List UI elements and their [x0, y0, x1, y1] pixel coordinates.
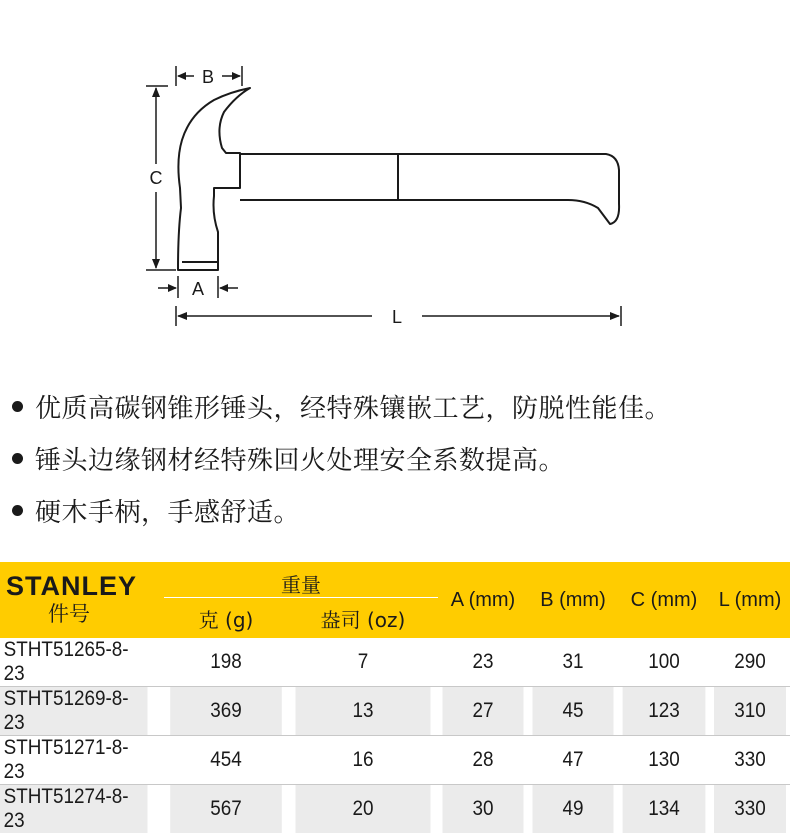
dimension-label-a: A [192, 279, 204, 299]
part-number-cell: STHT51274-8-23 [0, 785, 148, 833]
l-cell: 330 [714, 736, 786, 785]
bullet-icon [12, 505, 23, 516]
hammer-head-outline [178, 88, 250, 270]
gram-cell: 198 [170, 638, 282, 687]
l-cell: 310 [714, 687, 786, 736]
dimension-label-c: C [150, 168, 163, 188]
c-cell: 130 [623, 736, 706, 785]
feature-list [12, 380, 671, 536]
part-number-header: 件号 [6, 601, 164, 627]
ounce-header: 盎司 (oz) [288, 598, 438, 638]
part-number-cell: STHT51269-8-23 [0, 687, 148, 736]
a-cell: 30 [443, 785, 524, 833]
c-cell: 100 [623, 638, 706, 687]
table-row [0, 638, 790, 687]
part-number-cell: STHT51265-8-23 [0, 638, 148, 687]
table-row [0, 785, 790, 833]
table-row [0, 687, 790, 736]
a-cell: 23 [443, 638, 524, 687]
feature-text: 锤头边缘钢材经特殊回火处理安全系数提高。 [35, 440, 565, 477]
a-cell: 28 [443, 736, 524, 785]
part-number-cell: STHT51271-8-23 [0, 736, 148, 785]
feature-item [12, 432, 671, 484]
col-c-header: C (mm) [618, 562, 710, 638]
bullet-icon [12, 401, 23, 412]
bullet-icon [12, 453, 23, 464]
l-cell: 290 [714, 638, 786, 687]
gram-cell: 369 [170, 687, 282, 736]
c-cell: 134 [623, 785, 706, 833]
col-b-header: B (mm) [528, 562, 618, 638]
hammer-dimension-diagram [0, 0, 790, 350]
b-cell: 47 [533, 736, 614, 785]
col-l-header: L (mm) [710, 562, 790, 638]
b-cell: 49 [533, 785, 614, 833]
b-cell: 45 [533, 687, 614, 736]
ounce-cell: 13 [296, 687, 431, 736]
gram-cell: 454 [170, 736, 282, 785]
hammer-handle-outline [240, 154, 398, 200]
ounce-cell: 16 [296, 736, 431, 785]
a-cell: 27 [443, 687, 524, 736]
weight-header: 重量 [164, 562, 438, 598]
gram-header: 克 (g) [164, 598, 288, 638]
b-cell: 31 [533, 638, 614, 687]
dimension-label-b: B [202, 67, 214, 87]
dimension-label-l: L [392, 307, 402, 327]
feature-text: 优质高碳钢锥形锤头，经特殊镶嵌工艺，防脱性能佳。 [35, 388, 671, 425]
spec-table [0, 562, 790, 833]
gram-cell: 567 [170, 785, 282, 833]
feature-item [12, 484, 671, 536]
table-row [0, 736, 790, 785]
c-cell: 123 [623, 687, 706, 736]
ounce-cell: 20 [296, 785, 431, 833]
ounce-cell: 7 [296, 638, 431, 687]
l-cell: 330 [714, 785, 786, 833]
feature-item [12, 380, 671, 432]
feature-text: 硬木手柄，手感舒适。 [35, 492, 300, 529]
stanley-logo: STANLEY [6, 571, 164, 601]
col-a-header: A (mm) [438, 562, 528, 638]
brand-header [0, 562, 164, 638]
hammer-grip-outline [398, 154, 619, 224]
